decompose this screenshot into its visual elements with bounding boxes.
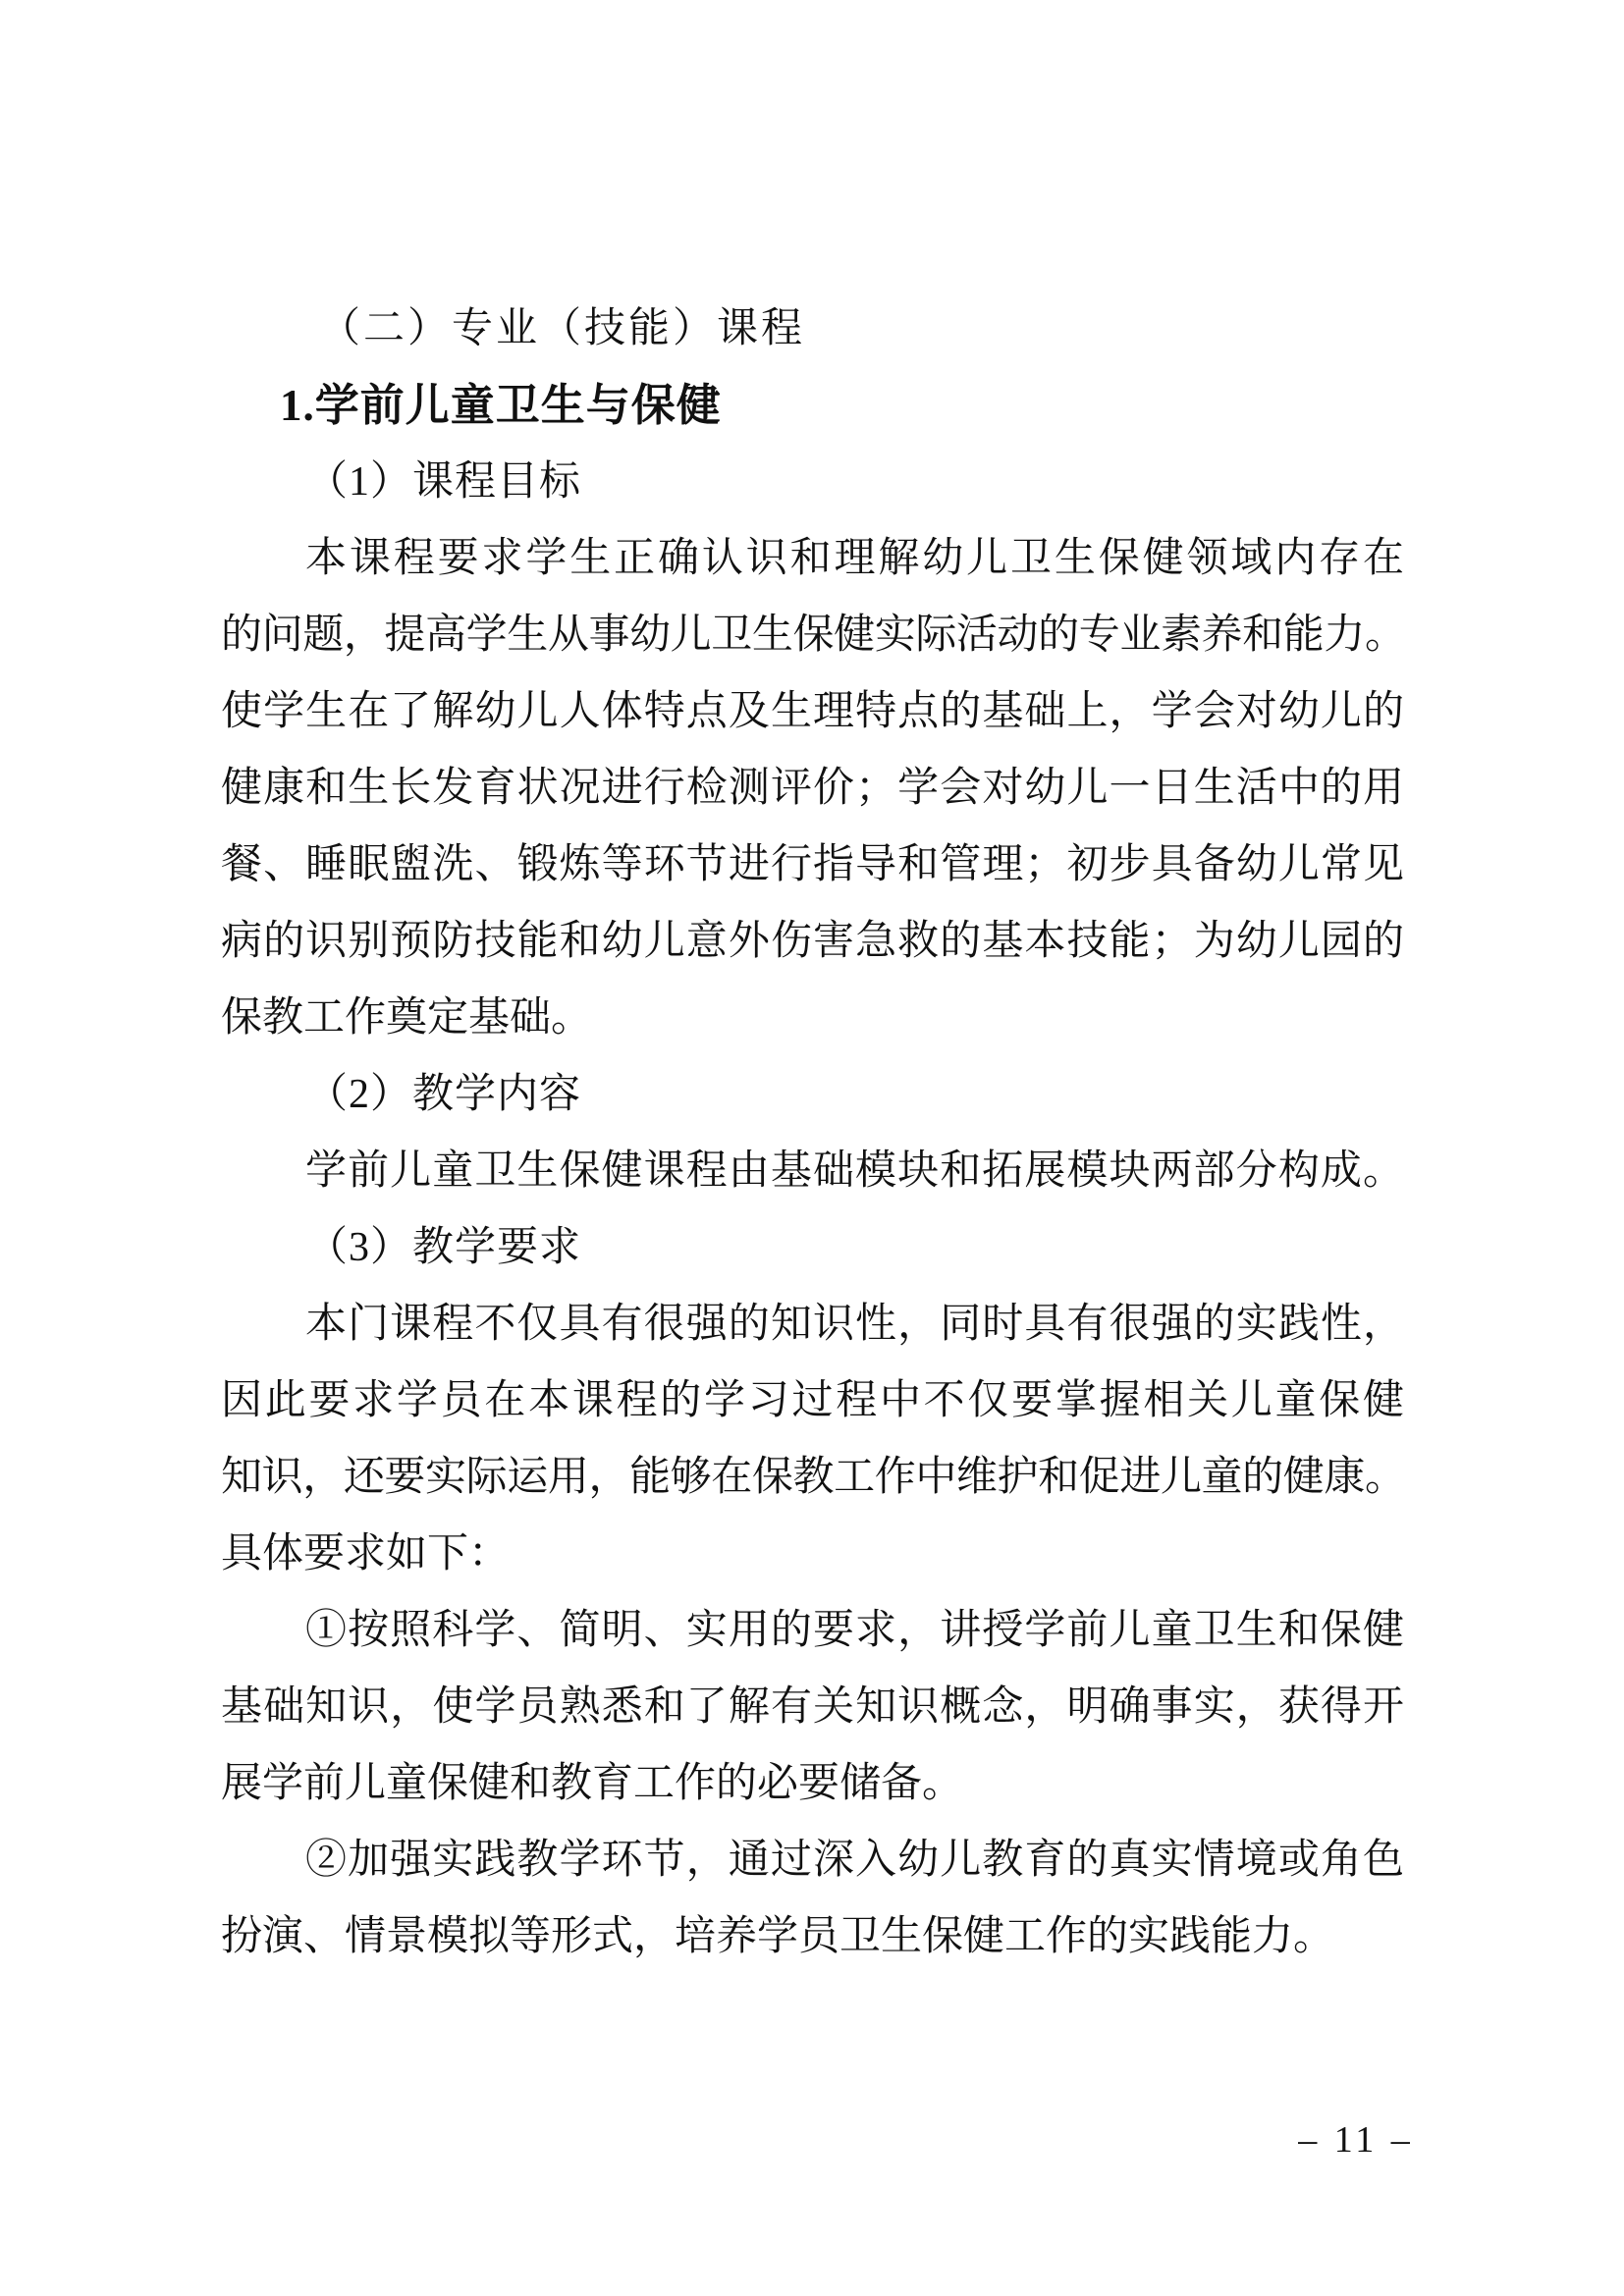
teaching-content-heading: （2）教学内容 <box>306 1072 582 1117</box>
course-goal-paragraph-line: 健康和生长发育状况进行检测评价；学会对幼儿一日生活中的用 <box>221 766 1404 811</box>
course-goal-paragraph-line: 使学生在了解幼儿人体特点及生理特点的基础上，学会对幼儿的 <box>221 689 1404 734</box>
teaching-requirement-paragraph-line: 知识，还要实际运用，能够在保教工作中维护和促进儿童的健康。 <box>221 1455 1404 1500</box>
course-goal-paragraph-line: 本课程要求学生正确认识和理解幼儿卫生保健领域内存在 <box>305 536 1404 581</box>
requirement-item-1-line: 基础知识，使学员熟悉和了解有关知识概念，明确事实，获得开 <box>221 1684 1404 1730</box>
document-body <box>221 291 1404 1975</box>
course-goal-paragraph-line: 保教工作奠定基础。 <box>221 995 593 1041</box>
teaching-requirement-paragraph-line: 本门课程不仅具有很强的知识性，同时具有很强的实践性， <box>305 1302 1404 1347</box>
requirement-item-1-line: ①按照科学、简明、实用的要求，讲授学前儿童卫生和保健 <box>305 1608 1404 1653</box>
teaching-content-line: 学前儿童卫生保健课程由基础模块和拓展模块两部分构成。 <box>305 1148 1404 1194</box>
requirement-item-1-line: 展学前儿童保健和教育工作的必要储备。 <box>221 1761 964 1806</box>
page-number: – 11 – <box>1298 2119 1414 2161</box>
course-goal-heading: （1）课程目标 <box>306 459 582 505</box>
teaching-requirement-paragraph-line: 具体要求如下： <box>221 1531 511 1576</box>
teaching-requirement-heading: （3）教学要求 <box>306 1225 582 1270</box>
teaching-requirement-paragraph-line: 因此要求学员在本课程的学习过程中不仅要掌握相关儿童保健 <box>221 1378 1404 1423</box>
course-goal-paragraph-line: 病的识别预防技能和幼儿意外伤害急救的基本技能；为幼儿园的 <box>221 919 1404 964</box>
course-goal-paragraph-line: 的问题，提高学生从事幼儿卫生保健实际活动的专业素养和能力。 <box>221 613 1404 658</box>
course-title: 1.学前儿童卫生与保健 <box>280 381 722 430</box>
requirement-item-2-line: ②加强实践教学环节，通过深入幼儿教育的真实情境或角色 <box>305 1838 1404 1883</box>
course-goal-paragraph-line: 餐、睡眠盥洗、锻炼等环节进行指导和管理；初步具备幼儿常见 <box>221 842 1404 887</box>
section-heading: （二）专业（技能）课程 <box>319 306 806 351</box>
requirement-item-2-line: 扮演、情景模拟等形式，培养学员卫生保健工作的实践能力。 <box>221 1914 1335 1959</box>
